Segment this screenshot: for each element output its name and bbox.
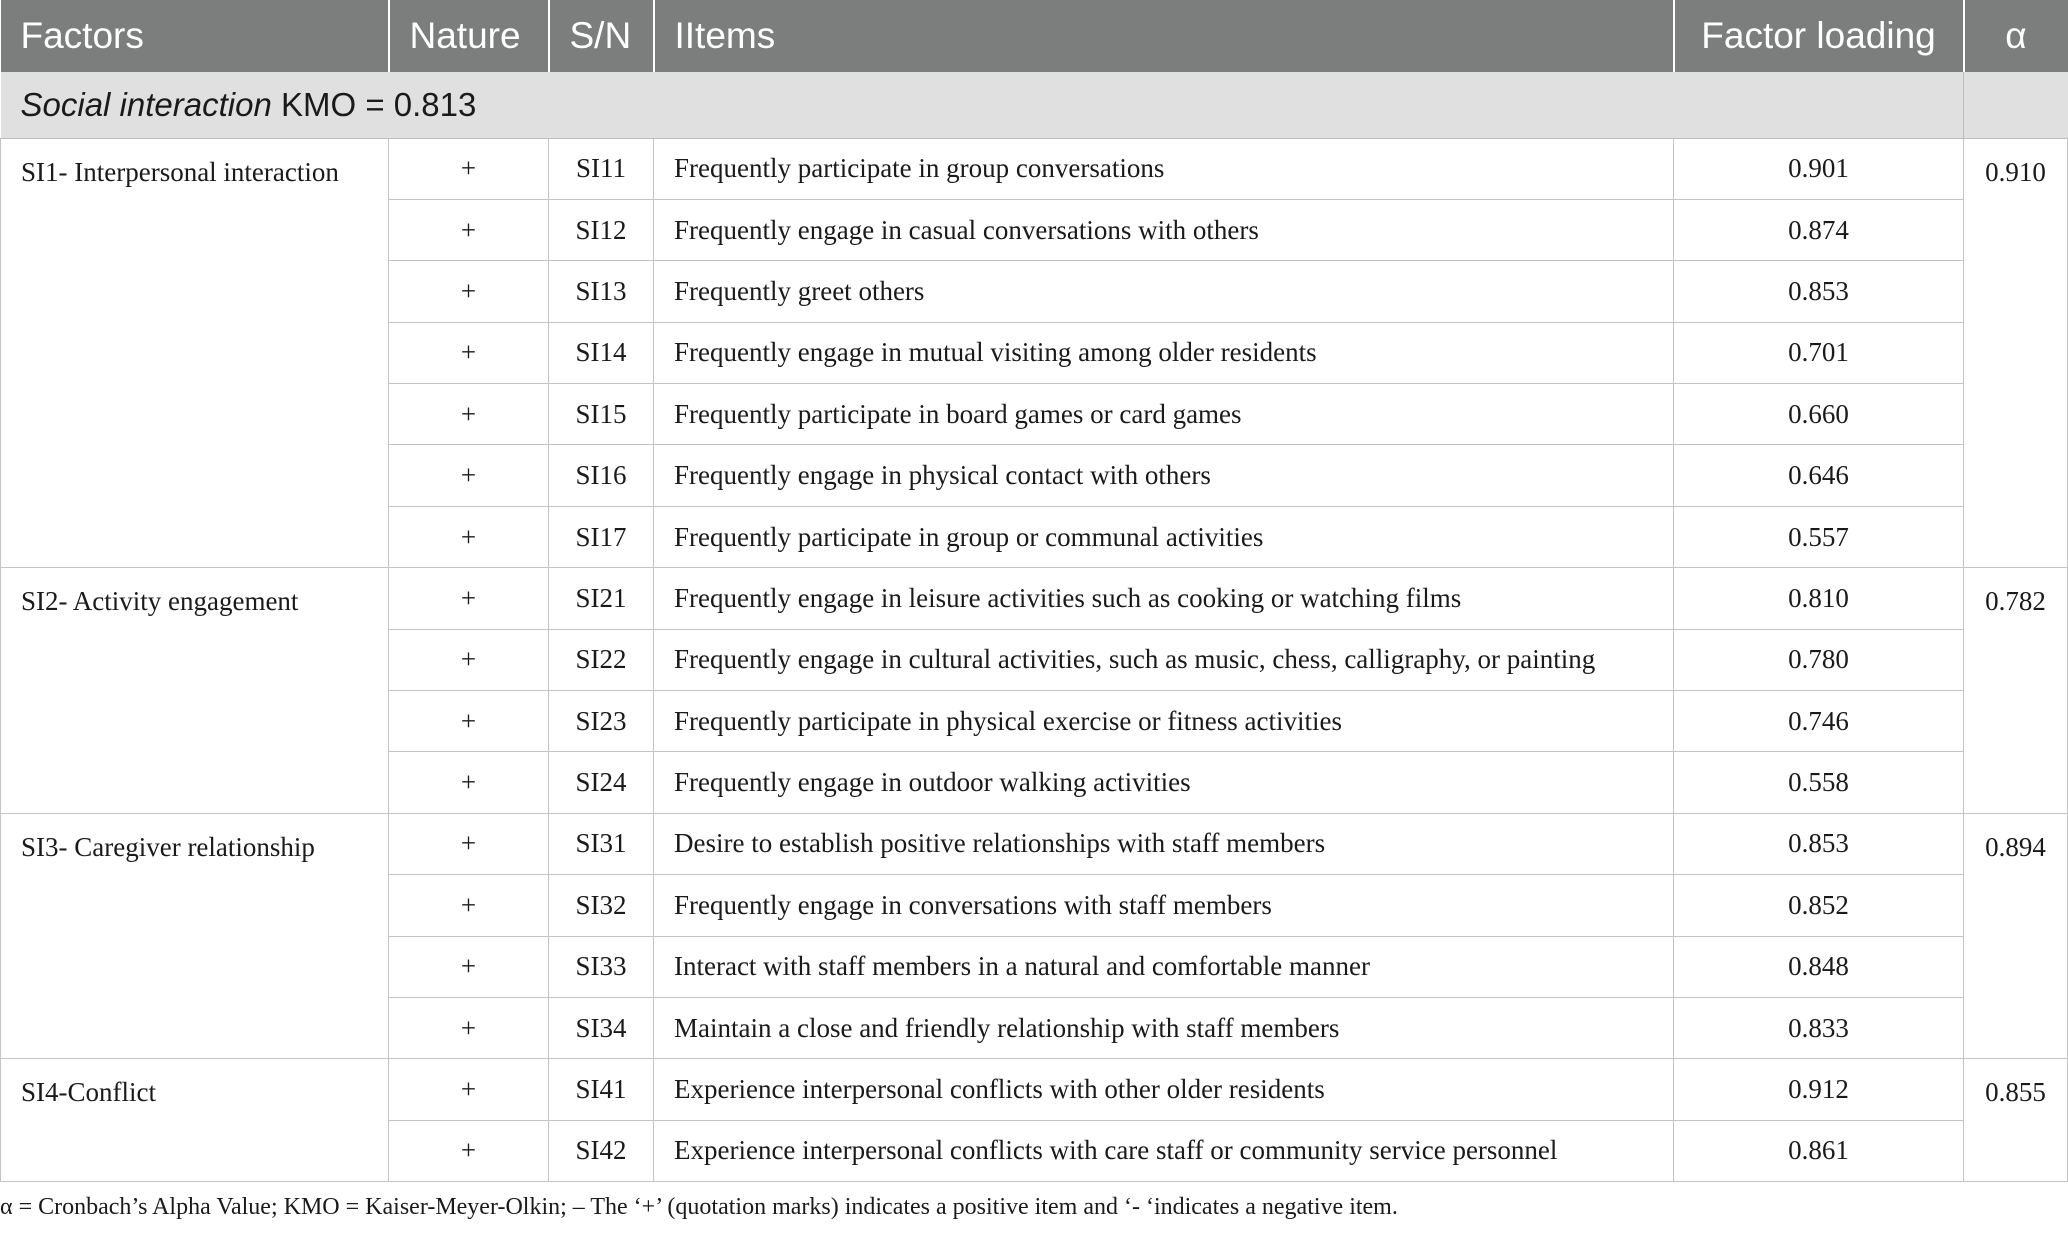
nature-cell: + bbox=[389, 691, 549, 752]
sn-cell: SI23 bbox=[549, 691, 654, 752]
item-cell: Frequently participate in board games or card games bbox=[654, 384, 1674, 445]
group-title bbox=[1, 72, 1964, 138]
load-cell: 0.853 bbox=[1674, 813, 1964, 874]
alpha-cell: 0.910 bbox=[1964, 138, 2068, 568]
table-row bbox=[1, 1059, 2068, 1120]
item-cell: Frequently engage in physical contact with others bbox=[654, 445, 1674, 506]
nature-cell: + bbox=[389, 568, 549, 629]
sn-cell: SI22 bbox=[549, 629, 654, 690]
factor-name: SI4-Conflict bbox=[1, 1059, 389, 1182]
nature-cell: + bbox=[389, 506, 549, 567]
load-cell: 0.701 bbox=[1674, 322, 1964, 383]
table-row bbox=[1, 568, 2068, 629]
nature-cell: + bbox=[389, 322, 549, 383]
item-cell: Frequently participate in group conversations bbox=[654, 138, 1674, 199]
sn-cell: SI11 bbox=[549, 138, 654, 199]
load-cell: 0.874 bbox=[1674, 199, 1964, 260]
group-title-italic: Social interaction bbox=[20, 85, 272, 123]
sn-cell: SI33 bbox=[549, 936, 654, 997]
table-row bbox=[1, 813, 2068, 874]
nature-cell: + bbox=[389, 199, 549, 260]
sn-cell: SI34 bbox=[549, 997, 654, 1058]
nature-cell: + bbox=[389, 752, 549, 813]
header-factor-loading: Factor loading bbox=[1674, 0, 1964, 72]
sn-cell: SI17 bbox=[549, 506, 654, 567]
alpha-cell: 0.855 bbox=[1964, 1059, 2068, 1182]
table-footnote: α = Cronbach’s Alpha Value; KMO = Kaiser-Meyer-Olkin; – The ‘+’ (quotation marks) indicates a positive item and ‘- ‘indicates a negative item. bbox=[0, 1194, 1398, 1220]
sn-cell: SI16 bbox=[549, 445, 654, 506]
table-row bbox=[1, 138, 2068, 199]
load-cell: 0.558 bbox=[1674, 752, 1964, 813]
load-cell: 0.861 bbox=[1674, 1120, 1964, 1181]
load-cell: 0.557 bbox=[1674, 506, 1964, 567]
load-cell: 0.901 bbox=[1674, 138, 1964, 199]
factor-name: SI1- Interpersonal interaction bbox=[1, 138, 389, 568]
item-cell: Frequently engage in casual conversations with others bbox=[654, 199, 1674, 260]
item-cell: Frequently engage in conversations with staff members bbox=[654, 875, 1674, 936]
header-items: IItems bbox=[654, 0, 1674, 72]
sn-cell: SI15 bbox=[549, 384, 654, 445]
sn-cell: SI42 bbox=[549, 1120, 654, 1181]
nature-cell: + bbox=[389, 997, 549, 1058]
load-cell: 0.853 bbox=[1674, 261, 1964, 322]
item-cell: Frequently greet others bbox=[654, 261, 1674, 322]
header-alpha: α bbox=[1964, 0, 2068, 72]
load-cell: 0.833 bbox=[1674, 997, 1964, 1058]
header-sn: S/N bbox=[549, 0, 654, 72]
nature-cell: + bbox=[389, 629, 549, 690]
nature-cell: + bbox=[389, 1120, 549, 1181]
header-factors: Factors bbox=[1, 0, 389, 72]
factor-name: SI3- Caregiver relationship bbox=[1, 813, 389, 1059]
load-cell: 0.848 bbox=[1674, 936, 1964, 997]
load-cell: 0.646 bbox=[1674, 445, 1964, 506]
item-cell: Desire to establish positive relationships with staff members bbox=[654, 813, 1674, 874]
nature-cell: + bbox=[389, 138, 549, 199]
group-kmo: KMO = 0.813 bbox=[271, 85, 477, 123]
sn-cell: SI13 bbox=[549, 261, 654, 322]
item-cell: Frequently engage in leisure activities such as cooking or watching films bbox=[654, 568, 1674, 629]
group-empty-cell bbox=[1964, 72, 2068, 138]
item-cell: Experience interpersonal conflicts with care staff or community service personnel bbox=[654, 1120, 1674, 1181]
header-nature: Nature bbox=[389, 0, 549, 72]
nature-cell: + bbox=[389, 1059, 549, 1120]
item-cell: Frequently participate in group or communal activities bbox=[654, 506, 1674, 567]
factor-name: SI2- Activity engagement bbox=[1, 568, 389, 814]
load-cell: 0.912 bbox=[1674, 1059, 1964, 1120]
nature-cell: + bbox=[389, 936, 549, 997]
load-cell: 0.852 bbox=[1674, 875, 1964, 936]
item-cell: Frequently participate in physical exercise or fitness activities bbox=[654, 691, 1674, 752]
sn-cell: SI14 bbox=[549, 322, 654, 383]
sn-cell: SI21 bbox=[549, 568, 654, 629]
nature-cell: + bbox=[389, 445, 549, 506]
item-cell: Interact with staff members in a natural and comfortable manner bbox=[654, 936, 1674, 997]
table-header bbox=[1, 0, 2068, 72]
sn-cell: SI24 bbox=[549, 752, 654, 813]
load-cell: 0.660 bbox=[1674, 384, 1964, 445]
load-cell: 0.810 bbox=[1674, 568, 1964, 629]
sn-cell: SI32 bbox=[549, 875, 654, 936]
item-cell: Frequently engage in cultural activities, such as music, chess, calligraphy, or painting bbox=[654, 629, 1674, 690]
sn-cell: SI31 bbox=[549, 813, 654, 874]
alpha-cell: 0.782 bbox=[1964, 568, 2068, 814]
nature-cell: + bbox=[389, 261, 549, 322]
sn-cell: SI12 bbox=[549, 199, 654, 260]
table-body bbox=[1, 138, 2068, 1182]
load-cell: 0.780 bbox=[1674, 629, 1964, 690]
item-cell: Maintain a close and friendly relationship with staff members bbox=[654, 997, 1674, 1058]
nature-cell: + bbox=[389, 813, 549, 874]
nature-cell: + bbox=[389, 384, 549, 445]
item-cell: Experience interpersonal conflicts with other older residents bbox=[654, 1059, 1674, 1120]
nature-cell: + bbox=[389, 875, 549, 936]
load-cell: 0.746 bbox=[1674, 691, 1964, 752]
alpha-cell: 0.894 bbox=[1964, 813, 2068, 1059]
sn-cell: SI41 bbox=[549, 1059, 654, 1120]
group-row bbox=[1, 72, 2068, 138]
item-cell: Frequently engage in mutual visiting among older residents bbox=[654, 322, 1674, 383]
item-cell: Frequently engage in outdoor walking activities bbox=[654, 752, 1674, 813]
